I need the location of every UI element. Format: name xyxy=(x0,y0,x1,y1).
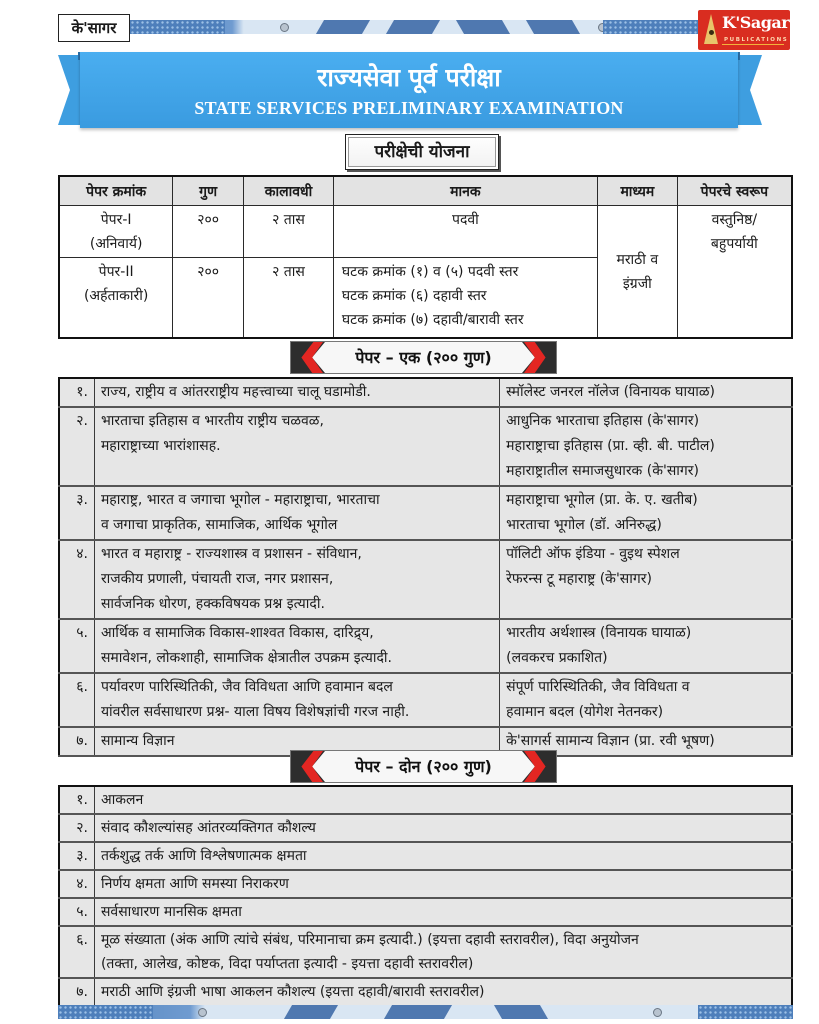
topic-line: यांवरील सर्वसाधारण प्रश्न- याला विषय विशेषज्ञांची गरज नाही. xyxy=(100,704,410,720)
reference-book: महाराष्ट्रातील समाजसुधारक (के'सागर) xyxy=(506,463,699,479)
paper-two-syllabus-table xyxy=(58,785,793,1007)
table-row xyxy=(59,673,792,727)
row-number: १. xyxy=(59,786,94,814)
topic-line: समावेशन, लोकशाही, सामाजिक क्षेत्रातील उपक्रम इत्यादी. xyxy=(100,650,392,666)
marks-cell: २०० xyxy=(173,258,244,338)
paper-type: (अर्हताकारी) xyxy=(83,288,149,304)
format-line: बहुपर्यायी xyxy=(710,236,758,252)
strip-stripe xyxy=(526,20,580,34)
format-cell xyxy=(677,206,792,338)
topic-line: आर्थिक व सामाजिक विकास-शाश्वत विकास, दारिद्र्य, xyxy=(100,625,374,641)
rivet-icon xyxy=(653,1008,662,1017)
topic-line: महाराष्ट्र, भारत व जगाचा भूगोल - महाराष्ट्राचा, भारताचा xyxy=(100,492,380,508)
brand-tag: के'सागर xyxy=(58,14,130,42)
topic-cell xyxy=(94,540,499,619)
table-row xyxy=(59,898,792,926)
topic-line: (तक्ता, आलेख, कोष्टक, विदा पर्याप्तता इत्यादी - इयत्ता दहावी स्तरावरील) xyxy=(100,956,474,972)
scheme-heading: परीक्षेची योजना xyxy=(345,134,499,170)
paper-two-banner xyxy=(290,750,557,783)
topic-cell xyxy=(94,842,792,870)
reference-book: के'सागर्स सामान्य विज्ञान (प्रा. रवी भूषण) xyxy=(506,733,715,749)
topic-line: आकलन xyxy=(100,792,144,808)
page-title-english: STATE SERVICES PRELIMINARY EXAMINATION xyxy=(194,98,624,118)
reference-books-cell xyxy=(500,407,792,486)
publisher-logo xyxy=(698,10,790,50)
reference-book: स्मॉलेस्ट जनरल नॉलेज (विनायक घायाळ) xyxy=(506,384,715,400)
pen-nib-hole xyxy=(709,30,714,35)
medium-line: मराठी व xyxy=(616,252,659,269)
topic-line: सर्वसाधारण मानसिक क्षमता xyxy=(100,904,242,920)
standard-cell: पदवी xyxy=(333,206,597,258)
paper-two-title: पेपर – दोन (२०० गुण) xyxy=(355,757,492,776)
medium-line: इंग्रजी xyxy=(622,276,652,293)
row-number: २. xyxy=(59,407,94,486)
header-duration: कालावधी xyxy=(244,176,334,206)
reference-book: भारताचा भूगोल (डॉ. अनिरुद्ध) xyxy=(506,517,662,533)
strip-pattern-right xyxy=(603,20,698,34)
paper-cell xyxy=(59,258,173,338)
table-row xyxy=(59,407,792,486)
topic-line: निर्णय क्षमता आणि समस्या निराकरण xyxy=(100,876,289,892)
paper-cell xyxy=(59,206,173,258)
reference-book: महाराष्ट्राचा भूगोल (प्रा. के. ए. खतीब) xyxy=(506,492,698,508)
topic-cell xyxy=(94,619,499,673)
row-number: ५. xyxy=(59,619,94,673)
logo-underline xyxy=(722,44,784,45)
logo-name: K'Sagar xyxy=(722,13,790,32)
topic-cell xyxy=(94,378,499,407)
table-row xyxy=(59,486,792,540)
table-row xyxy=(59,378,792,407)
row-number: ५. xyxy=(59,898,94,926)
header-format: पेपरचे स्वरूप xyxy=(677,176,792,206)
strip-pattern-left xyxy=(130,20,225,34)
strip-pattern-left xyxy=(58,1005,153,1019)
topic-line: मराठी आणि इंग्रजी भाषा आकलन कौशल्य (इयत्ता दहावी/बारावी स्तरावरील) xyxy=(100,984,485,1000)
topic-line: तर्कशुद्ध तर्क आणि विश्लेषणात्मक क्षमता xyxy=(100,848,307,864)
paper-name: पेपर-I xyxy=(100,212,132,228)
topic-cell xyxy=(94,926,792,978)
topic-cell xyxy=(94,786,792,814)
topic-line: राजकीय प्रणाली, पंचायती राज, नगर प्रशासन, xyxy=(100,571,334,587)
table-row xyxy=(59,786,792,814)
topic-line: व जगाचा प्राकृतिक, सामाजिक, आर्थिक भूगोल xyxy=(100,517,338,533)
standard-line: घटक क्रमांक (७) दहावी/बारावी स्तर xyxy=(341,312,524,328)
topic-line: सार्वजनिक धोरण, हक्कविषयक प्रश्न इत्यादी. xyxy=(100,596,325,612)
row-number: ३. xyxy=(59,486,94,540)
reference-books-cell xyxy=(500,486,792,540)
rivet-icon xyxy=(280,23,289,32)
reference-books-cell xyxy=(500,673,792,727)
topic-cell xyxy=(94,814,792,842)
row-number: ४. xyxy=(59,540,94,619)
marks-cell: २०० xyxy=(173,206,244,258)
duration-cell: २ तास xyxy=(244,258,334,338)
row-number: ७. xyxy=(59,978,94,1006)
topic-line: राज्य, राष्ट्रीय व आंतरराष्ट्रीय महत्त्वाच्या चालू घडामोडी. xyxy=(100,384,371,400)
reference-book: आधुनिक भारताचा इतिहास (के'सागर) xyxy=(506,413,700,429)
strip-stripe xyxy=(384,1005,452,1019)
row-number: ६. xyxy=(59,926,94,978)
standard-line: घटक क्रमांक (१) व (५) पदवी स्तर xyxy=(341,264,519,280)
duration-cell: २ तास xyxy=(244,206,334,258)
paper-one-syllabus-table xyxy=(58,377,793,757)
topic-cell xyxy=(94,898,792,926)
row-number: ४. xyxy=(59,870,94,898)
reference-books-cell xyxy=(500,540,792,619)
strip-pattern-right xyxy=(698,1005,793,1019)
topic-cell xyxy=(94,407,499,486)
header-standard: मानक xyxy=(333,176,597,206)
row-number: ७. xyxy=(59,727,94,756)
topic-line: महाराष्ट्राच्या भारांशासह. xyxy=(100,438,221,454)
topic-line: सामान्य विज्ञान xyxy=(100,733,175,749)
table-row xyxy=(59,926,792,978)
topic-cell xyxy=(94,978,792,1006)
paper-name: पेपर-II xyxy=(98,264,134,280)
medium-cell xyxy=(597,206,677,338)
bottom-decorative-strip xyxy=(58,1005,793,1019)
header-marks: गुण xyxy=(173,176,244,206)
row-number: १. xyxy=(59,378,94,407)
topic-line: भारत व महाराष्ट्र - राज्यशास्त्र व प्रशासन - संविधान, xyxy=(100,546,362,562)
reference-book: महाराष्ट्राचा इतिहास (प्रा. व्ही. बी. पाटील) xyxy=(506,438,715,454)
pen-nib-icon xyxy=(704,14,718,44)
strip-stripe xyxy=(456,20,510,34)
logo-subtitle: PUBLICATIONS xyxy=(724,37,789,43)
topic-line: संवाद कौशल्यांसह आंतरव्यक्तिगत कौशल्य xyxy=(100,820,316,836)
table-row xyxy=(59,842,792,870)
table-row xyxy=(59,619,792,673)
standard-line: घटक क्रमांक (६) दहावी स्तर xyxy=(341,288,487,304)
strip-stripe xyxy=(494,1005,548,1019)
table-row xyxy=(59,540,792,619)
strip-stripe xyxy=(386,20,440,34)
standard-cell xyxy=(333,258,597,338)
table-row xyxy=(59,814,792,842)
topic-cell xyxy=(94,486,499,540)
top-decorative-strip xyxy=(130,20,698,34)
header-medium: माध्यम xyxy=(597,176,677,206)
table-row xyxy=(59,206,792,258)
title-ribbon xyxy=(80,52,738,128)
reference-book: हवामान बदल (योगेश नेतनकर) xyxy=(506,704,664,720)
row-number: ६. xyxy=(59,673,94,727)
reference-books-cell xyxy=(500,378,792,407)
topic-line: मूळ संख्याता (अंक आणि त्यांचे संबंध, परिमानाचा क्रम इत्यादी.) (इयत्ता दहावी स्तरावरील), विदा अनुयोजन xyxy=(100,932,639,948)
page-title-marathi: राज्यसेवा पूर्व परीक्षा xyxy=(317,63,501,92)
table-row xyxy=(59,978,792,1006)
reference-book: (लवकरच प्रकाशित) xyxy=(506,650,608,666)
table-row xyxy=(59,870,792,898)
header-paper-number: पेपर क्रमांक xyxy=(59,176,173,206)
row-number: ३. xyxy=(59,842,94,870)
topic-line: पर्यावरण पारिस्थितिकी, जैव विविधता आणि हवामान बदल xyxy=(100,679,393,695)
topic-line: भारताचा इतिहास व भारतीय राष्ट्रीय चळवळ, xyxy=(100,413,324,429)
strip-stripe xyxy=(284,1005,338,1019)
strip-stripe xyxy=(316,20,370,34)
paper-type: (अनिवार्य) xyxy=(89,236,143,252)
reference-book: पॉलिटी ऑफ इंडिया - वुइथ स्पेशल xyxy=(506,546,680,562)
reference-book: भारतीय अर्थशास्त्र (विनायक घायाळ) xyxy=(506,625,692,641)
paper-one-banner xyxy=(290,341,557,374)
paper-one-title: पेपर – एक (२०० गुण) xyxy=(355,348,492,367)
reference-books-cell xyxy=(500,619,792,673)
row-number: २. xyxy=(59,814,94,842)
topic-cell xyxy=(94,673,499,727)
exam-scheme-table xyxy=(58,175,793,339)
table-header-row xyxy=(59,176,792,206)
rivet-icon xyxy=(198,1008,207,1017)
format-line: वस्तुनिष्ठ/ xyxy=(711,212,758,228)
topic-cell xyxy=(94,870,792,898)
reference-book: संपूर्ण पारिस्थितिकी, जैव विविधता व xyxy=(506,679,690,695)
reference-book: रेफरन्स टू महाराष्ट्र (के'सागर) xyxy=(506,571,652,587)
